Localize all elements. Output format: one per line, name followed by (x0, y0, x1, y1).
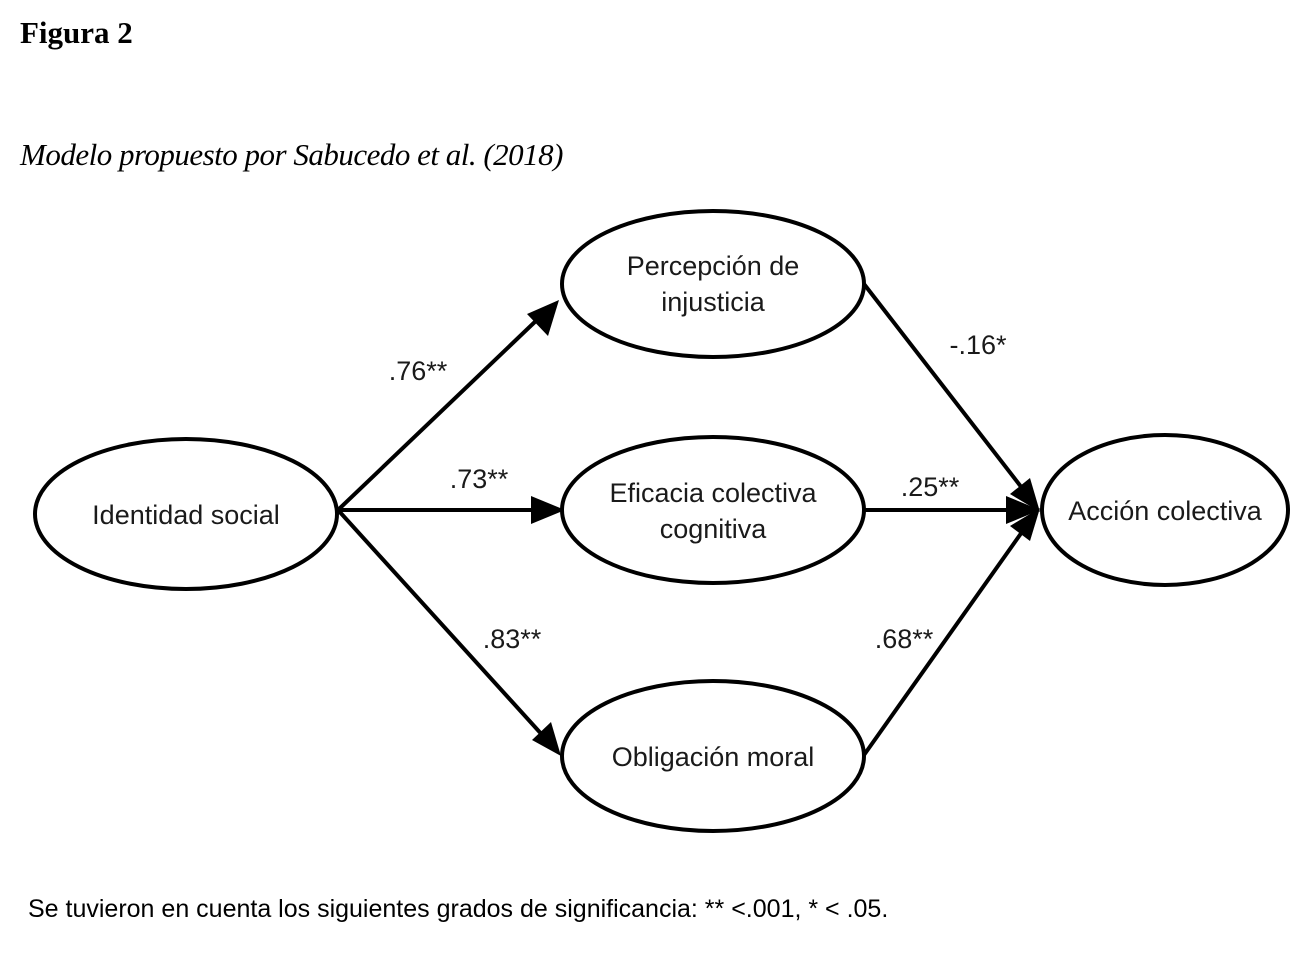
node-eficacia-colectiva (562, 437, 864, 583)
node-label-eficacia-line1: Eficacia colectiva (609, 478, 817, 508)
node-label-obligacion: Obligación moral (611, 742, 815, 772)
arrowhead-identidad-percepcion (527, 300, 559, 336)
node-obligacion-moral (562, 681, 864, 831)
node-label-identidad: Identidad social (92, 500, 280, 530)
significance-note: Se tuvieron en cuenta los siguientes grados de significancia: ** <.001, * < .05. (28, 895, 889, 923)
node-accion-colectiva (1042, 435, 1288, 585)
figure-label: Figura 2 (20, 15, 133, 50)
node-identidad-social (35, 439, 337, 589)
coefficient-identidad-percepcion: .76** (388, 356, 448, 386)
figure-title: Modelo propuesto por Sabucedo et al. (2018) (20, 137, 564, 172)
coefficient-identidad-eficacia: .73** (449, 464, 509, 494)
node-label-accion: Acción colectiva (1068, 496, 1262, 526)
coefficient-eficacia-accion: .25** (900, 472, 960, 502)
path-identidad-percepcion (338, 317, 540, 510)
arrowhead-identidad-eficacia (531, 496, 565, 524)
coefficient-percepcion-accion: -.16* (949, 330, 1007, 360)
node-label-percepcion-line2: injusticia (661, 287, 765, 317)
node-percepcion-injusticia (562, 211, 864, 357)
coefficient-obligacion-accion: .68** (874, 624, 934, 654)
coefficient-identidad-obligacion: .83** (482, 624, 542, 654)
path-percepcion-accion (864, 284, 1022, 488)
node-label-eficacia-line2: cognitiva (659, 514, 767, 544)
node-label-percepcion-line1: Percepción de (626, 251, 800, 281)
